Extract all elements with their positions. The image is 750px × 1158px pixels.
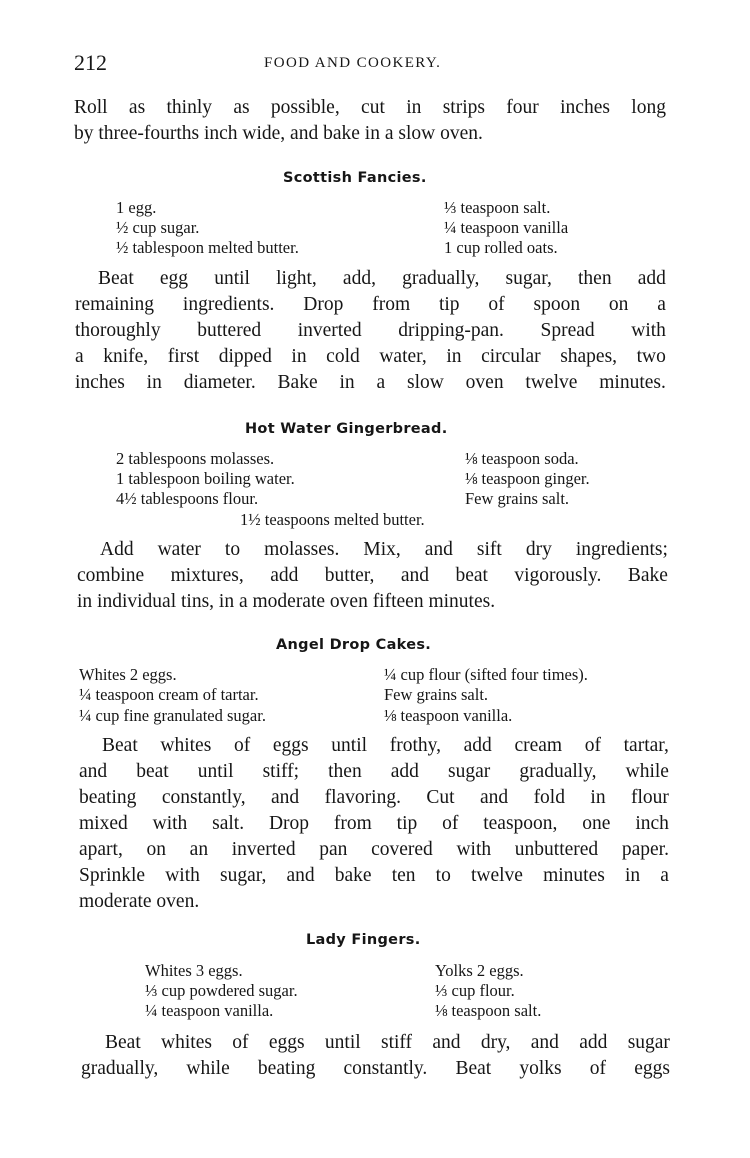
ingredient: ¼ teaspoon vanilla.	[145, 1001, 274, 1020]
ingredient: ½ tablespoon melted butter.	[116, 238, 299, 257]
ingredient: ⅛ teaspoon soda.	[465, 449, 579, 468]
ingredient: ¼ cup flour (sifted four times).	[384, 665, 588, 684]
ingredient: 1½ teaspoons melted butter.	[240, 510, 425, 529]
ingredient: 1 tablespoon boiling water.	[116, 469, 295, 488]
ingredient: ½ cup sugar.	[116, 218, 200, 237]
ingredient: Few grains salt.	[384, 685, 489, 704]
text-line: Sprinkle with sugar, and bake ten to twelve minutes in a	[79, 865, 669, 886]
text-line: remaining ingredients. Drop from tip of spoon on a	[75, 294, 666, 315]
ingredient: ⅓ teaspoon salt.	[444, 198, 551, 217]
text-line: thoroughly buttered inverted dripping-pan. Spread with	[75, 320, 666, 341]
text-line: combine mixtures, add butter, and beat vigorously. Bake	[77, 565, 668, 586]
ingredient: ⅛ teaspoon vanilla.	[384, 706, 513, 725]
text-line: beating constantly, and flavoring. Cut and fold in flour	[79, 787, 669, 808]
text-line: Beat whites of eggs until frothy, add cream of tartar,	[102, 735, 669, 756]
ingredient: ¼ cup fine granulated sugar.	[79, 706, 266, 725]
text-line: Roll as thinly as possible, cut in strips four inches long	[74, 97, 666, 118]
ingredient: 1 cup rolled oats.	[444, 238, 558, 257]
ingredient: Whites 2 eggs.	[79, 665, 177, 684]
ingredient: ⅓ cup powdered sugar.	[145, 981, 298, 1000]
text-line: Beat whites of eggs until stiff and dry, and add sugar	[105, 1032, 670, 1053]
ingredient: Few grains salt.	[465, 489, 570, 508]
ingredient: Whites 3 eggs.	[145, 961, 243, 980]
recipe-title: Angel Drop Cakes.	[276, 637, 432, 653]
text-line: gradually, while beating constantly. Beat yolks of eggs	[81, 1058, 670, 1079]
ingredient: ⅛ teaspoon ginger.	[465, 469, 590, 488]
text-line: inches in diameter. Bake in a slow oven twelve minutes.	[75, 372, 666, 393]
text-line: moderate oven.	[79, 891, 200, 912]
ingredient: Yolks 2 eggs.	[435, 961, 524, 980]
text-line: mixed with salt. Drop from tip of teaspoon, one inch	[79, 813, 669, 834]
ingredient: ¼ teaspoon cream of tartar.	[79, 685, 259, 704]
text-line: Beat egg until light, add, gradually, sugar, then add	[98, 268, 666, 289]
text-line: in individual tins, in a moderate oven fifteen minutes.	[77, 591, 496, 612]
text-line: a knife, first dipped in cold water, in circular shapes, two	[75, 346, 666, 367]
ingredient: 4½ tablespoons flour.	[116, 489, 259, 508]
ingredient: ¼ teaspoon vanilla	[444, 218, 569, 237]
ingredient: ⅓ cup flour.	[435, 981, 515, 1000]
ingredient: ⅛ teaspoon salt.	[435, 1001, 542, 1020]
text-line: Add water to molasses. Mix, and sift dry ingredients;	[100, 539, 668, 560]
ingredient: 2 tablespoons molasses.	[116, 449, 275, 468]
text-line: by three-fourths inch wide, and bake in a slow oven.	[74, 123, 483, 144]
recipe-title: Scottish Fancies.	[283, 170, 427, 186]
recipe-title: Hot Water Gingerbread.	[245, 421, 448, 437]
running-title: FOOD AND COOKERY.	[264, 55, 442, 71]
page-number: 212	[74, 50, 107, 75]
text-line: apart, on an inverted pan covered with unbuttered paper.	[79, 839, 669, 860]
recipe-title: Lady Fingers.	[306, 932, 421, 948]
ingredient: 1 egg.	[116, 198, 157, 217]
text-line: and beat until stiff; then add sugar gradually, while	[79, 761, 669, 782]
